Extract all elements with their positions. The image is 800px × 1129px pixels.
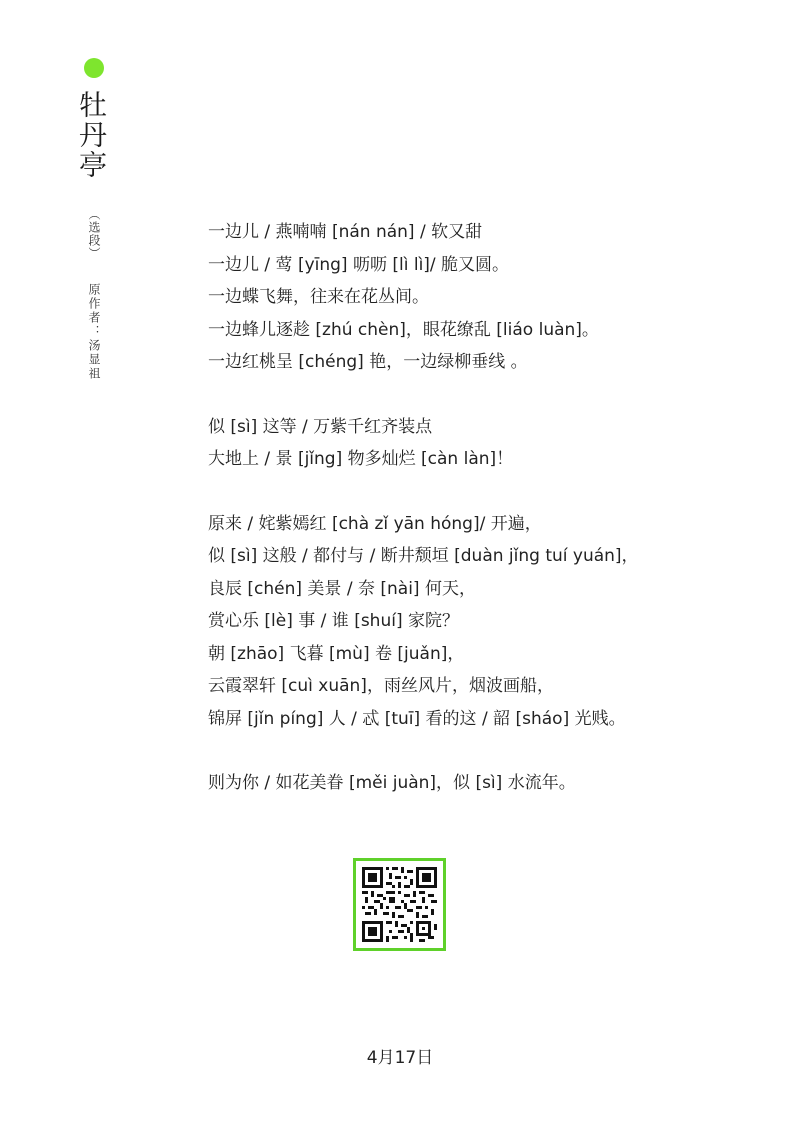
- poem-line: 一边蝶飞舞，往来在花丛间。: [208, 287, 429, 307]
- stanza-4: [208, 767, 768, 800]
- stanza-1: [208, 216, 768, 379]
- poem-line: 云霞翠轩 [cuì xuān]，雨丝风片，烟波画船，: [208, 676, 554, 696]
- poem-line: 一边儿 / 燕喃喃 [nán nán] / 软又甜: [208, 222, 483, 242]
- poem-body: [208, 216, 768, 832]
- poem-line: 大地上 / 景 [jǐng] 物多灿烂 [càn làn]！: [208, 449, 514, 469]
- poem-line: 一边红桃呈 [chéng] 艳，一边绿柳垂线 。: [208, 352, 528, 372]
- stanza-3: [208, 508, 768, 736]
- date-label: 4月17日: [366, 1048, 434, 1068]
- poem-line: 则为你 / 如花美眷 [měi juàn]，似 [sì] 水流年。: [208, 773, 576, 793]
- poem-line: 朝 [zhāo] 飞暮 [mù] 卷 [juǎn]，: [208, 643, 465, 664]
- stanza-2: [208, 411, 768, 476]
- poem-line: 锦屏 [jǐn píng] 人 / 忒 [tuī] 看的这 / 韶 [sháo] 光贱。: [208, 708, 626, 729]
- poem-line: 良辰 [chén] 美景 / 奈 [nài] 何天，: [208, 578, 476, 599]
- poem-line: 原来 / 姹紫嫣红 [chà zǐ yān hóng]/ 开遍，: [208, 513, 542, 534]
- author-credit: 原作者：汤显祖: [87, 283, 101, 381]
- page-title: 牡丹亭: [75, 90, 108, 180]
- poem-line: 似 [sì] 这般 / 都付与 / 断井颓垣 [duàn jǐng tuí yuán]，: [208, 546, 639, 566]
- poem-line: 一边儿 / 莺 [yīng] 呖呖 [lì lì]/ 脆又圆。: [208, 254, 510, 275]
- poem-line: 似 [sì] 这等 / 万紫千红齐装点: [208, 416, 433, 437]
- qr-code-frame[interactable]: [353, 858, 446, 951]
- poem-line: 赏心乐 [lè] 事 / 谁 [shuí] 家院？: [208, 611, 459, 631]
- poem-line: 一边蜂儿逐趁 [zhú chèn]，眼花缭乱 [liáo luàn]。: [208, 319, 599, 340]
- page-subtitle: （选段）: [87, 208, 101, 260]
- accent-dot: [84, 58, 104, 78]
- qr-code-icon: [362, 867, 437, 942]
